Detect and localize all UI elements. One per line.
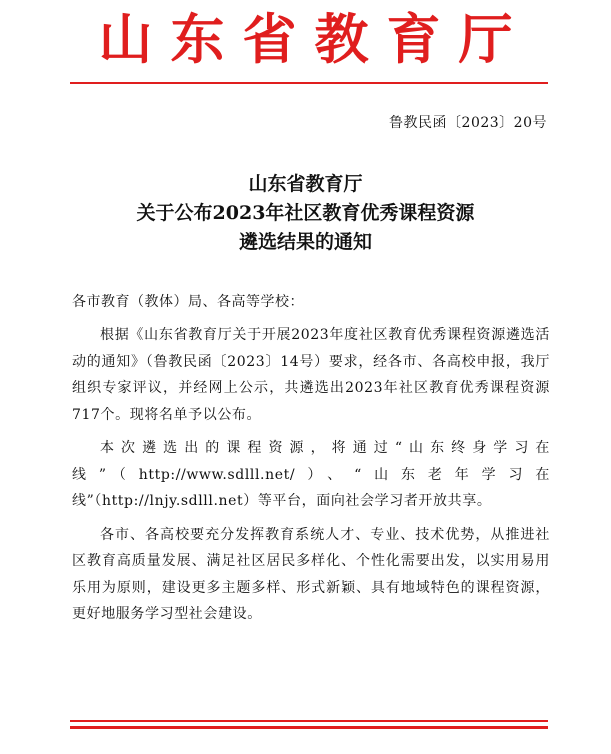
notice-title-line-1: 山东省教育厅 <box>248 173 363 195</box>
masthead-title: 山东省教育厅 <box>98 7 531 71</box>
body-paragraph-3: 各市、各高校要充分发挥教育系统人才、专业、技术优势，从推进社区教育高质量发展、满足社区居民多样化、个性化需要出发，以实用易用乐用为原则，建设更多主题多样、形式新颖、具有地域特色的课程资源，更好地服务学习型社会建设。 <box>72 526 550 622</box>
salutation: 各市教育（教体）局、各高等学校： <box>72 294 304 310</box>
notice-title-line-2: 关于公布2023年社区教育优秀课程资源 <box>136 202 475 224</box>
document-number: 鲁教民函〔2023〕20号 <box>389 115 547 131</box>
body-paragraph-1: 根据《山东省教育厅关于开展2023年度社区教育优秀课程资源遴选活动的通知》（鲁教民函〔2023〕14号）要求，经各市、各高校申报，我厅组织专家评议，并经网上公示，共遴选出2023年社区教育优秀课程资源717个。现将名单予以公布。 <box>72 327 550 423</box>
notice-title <box>0 170 611 257</box>
notice-title-line-3: 遴选结果的通知 <box>238 231 372 253</box>
notice-body <box>72 322 550 635</box>
masthead-divider <box>70 82 548 84</box>
footer-divider-thick <box>70 726 548 729</box>
footer-divider-thin <box>70 720 548 722</box>
body-paragraph-2: 本次遴选出的课程资源，将通过“山东终身学习在线”（http://www.sdlll.net/）、“山东老年学习在线”（http://lnjy.sdlll.net）等平台，面向社会学习者开放共享。 <box>72 440 550 509</box>
